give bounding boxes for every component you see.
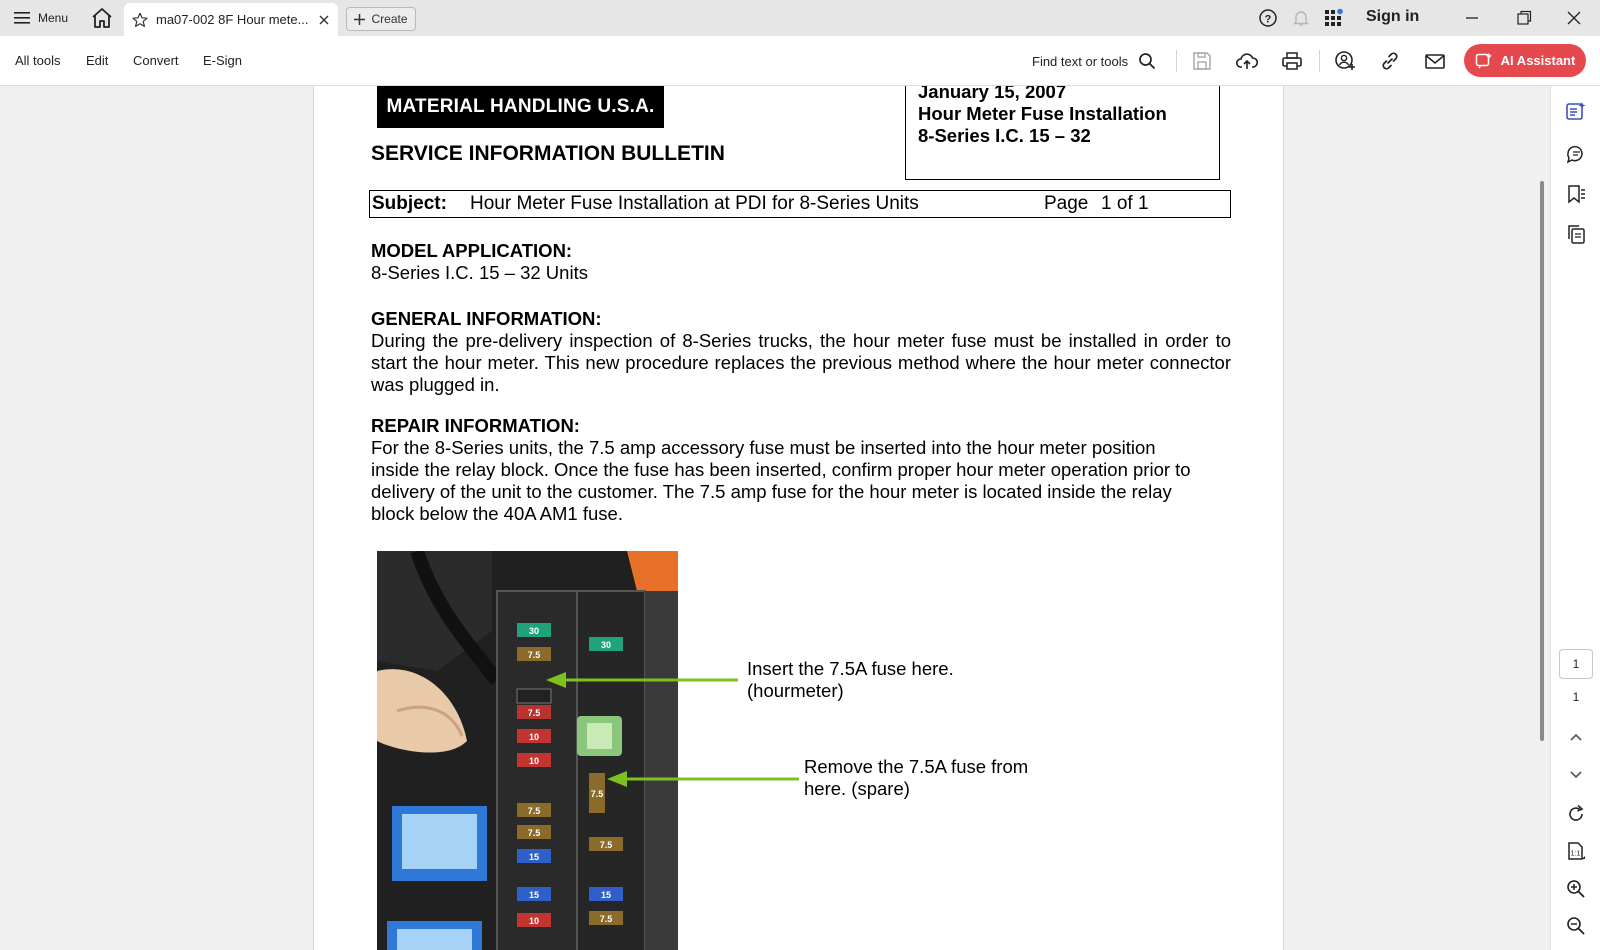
insert-fuse-caption (747, 658, 954, 702)
link-icon[interactable] (1378, 49, 1402, 73)
bulletin-date: January 15, 2007 (918, 86, 1067, 102)
restore-icon[interactable] (1512, 6, 1536, 30)
home-icon[interactable] (90, 7, 114, 29)
bell-icon[interactable] (1291, 8, 1311, 28)
tab-title: ma07-002 8F Hour mete... (156, 12, 309, 27)
minimize-icon[interactable] (1460, 6, 1484, 30)
create-button[interactable] (346, 7, 416, 31)
fuse-label: 7.5 (590, 789, 604, 799)
remove-arrow (603, 770, 803, 790)
cloud-upload-icon[interactable] (1235, 49, 1259, 73)
page-value: 1 of 1 (1101, 193, 1149, 214)
repair-line: block below the 40A AM1 fuse. (371, 503, 623, 524)
toolbar-divider (1319, 50, 1320, 72)
ai-assistant-icon (1475, 52, 1493, 70)
menu-button[interactable] (8, 6, 74, 30)
remove-fuse-caption (804, 756, 1028, 800)
vertical-scrollbar[interactable] (1535, 86, 1550, 950)
repair-line: inside the relay block. Once the fuse has been inserted, confirm proper hour meter operation prior to (371, 459, 1191, 480)
remove-caption-line1: Remove the 7.5A fuse from (804, 756, 1029, 777)
fuse-label: 10 (528, 916, 540, 926)
comment-icon[interactable] (1565, 143, 1587, 165)
model-application-heading: MODEL APPLICATION: (371, 240, 573, 261)
zoom-in-icon[interactable] (1565, 878, 1587, 900)
bulletin-title: SERVICE INFORMATION BULLETIN (371, 142, 725, 165)
company-logo (377, 86, 664, 128)
insert-caption-line1: Insert the 7.5A fuse here. (747, 658, 954, 679)
right-rail (1550, 86, 1600, 950)
close-tab-icon[interactable] (318, 14, 330, 26)
save-icon[interactable] (1190, 49, 1214, 73)
repair-information-text (371, 437, 1241, 525)
fuse-label: 30 (600, 640, 612, 650)
close-window-icon[interactable] (1562, 6, 1586, 30)
search-icon (1138, 52, 1156, 70)
chevron-down-icon[interactable] (1565, 763, 1587, 785)
fuse-label: 7.5 (527, 708, 541, 718)
document-tab[interactable] (124, 3, 338, 36)
rotate-icon[interactable] (1565, 803, 1587, 825)
menu-label: Menu (38, 11, 69, 25)
repair-information-heading: REPAIR INFORMATION: (371, 415, 580, 436)
subject-text: Hour Meter Fuse Installation at PDI for 8-Series Units (470, 193, 919, 214)
bookmarks-icon[interactable] (1565, 183, 1587, 205)
document-viewport[interactable] (0, 86, 1535, 950)
subject-label: Subject: (372, 193, 447, 214)
find-label: Find text or tools (1032, 53, 1129, 69)
current-page-input[interactable]: 1 (1559, 649, 1593, 679)
help-icon[interactable] (1258, 8, 1278, 28)
scrollbar-thumb[interactable] (1540, 181, 1544, 741)
fuse-label: 30 (528, 626, 540, 636)
menu-edit[interactable]: Edit (86, 53, 109, 68)
fuse-label: 10 (528, 756, 540, 766)
fuse-block-illustration (377, 551, 678, 950)
zoom-out-icon[interactable] (1565, 915, 1587, 937)
fuse-label: 7.5 (599, 914, 613, 924)
fuse-label: 7.5 (599, 840, 613, 850)
fuse-label: 7.5 (527, 650, 541, 660)
chevron-up-icon[interactable] (1565, 727, 1587, 749)
remove-caption-line2: here. (spare) (804, 778, 910, 799)
general-information-text: During the pre-delivery inspection of 8-Series trucks, the hour meter fuse must be installed in order to start the hour meter. This new procedure replaces the previous method where the hour meter connector was plugged in. (371, 330, 1231, 395)
sign-in-button[interactable]: Sign in (1366, 8, 1420, 25)
share-user-icon[interactable] (1333, 49, 1357, 73)
fuse-block-photo (377, 551, 678, 950)
svg-text:1:1: 1:1 (1570, 850, 1581, 858)
page-label: Page (1044, 193, 1089, 214)
bulletin-header-title-line2: 8-Series I.C. 15 – 32 (918, 125, 1091, 146)
menu-e-sign[interactable]: E-Sign (203, 53, 243, 68)
star-icon[interactable] (132, 12, 148, 28)
app-toolbar (0, 36, 1600, 86)
fit-page-icon[interactable] (1565, 840, 1587, 862)
insert-arrow (542, 671, 742, 691)
bulletin-header-title-line1: Hour Meter Fuse Installation (918, 103, 1167, 124)
hamburger-icon (14, 11, 30, 25)
plus-icon (354, 14, 365, 25)
repair-line: For the 8-Series units, the 7.5 amp accessory fuse must be inserted into the hour meter position (371, 437, 1156, 458)
bulletin-header-box (905, 86, 1220, 180)
print-icon[interactable] (1280, 49, 1304, 73)
repair-line: delivery of the unit to the customer. The 7.5 amp fuse for the hour meter is located inside the relay (371, 481, 1172, 502)
fuse-label: 7.5 (527, 806, 541, 816)
toolbar-divider (1176, 50, 1177, 72)
apps-grid-icon[interactable] (1324, 8, 1344, 28)
find-text-or-tools[interactable] (1032, 52, 1156, 70)
email-icon[interactable] (1423, 49, 1447, 73)
menu-convert[interactable]: Convert (133, 53, 179, 68)
menu-all-tools[interactable]: All tools (15, 53, 61, 68)
pages-icon[interactable] (1565, 223, 1587, 245)
fuse-label: 10 (528, 732, 540, 742)
logo-text: MATERIAL HANDLING U.S.A. (386, 96, 655, 117)
general-information-heading: GENERAL INFORMATION: (371, 308, 602, 329)
ai-assistant-button[interactable] (1464, 44, 1586, 77)
insert-caption-line2: (hourmeter) (747, 680, 844, 701)
title-bar (0, 0, 1600, 36)
ai-assistant-label: AI Assistant (1500, 53, 1576, 68)
subject-box (369, 190, 1231, 218)
fuse-label: 7.5 (527, 828, 541, 838)
fuse-label: 15 (528, 852, 540, 862)
edit-pdf-icon[interactable] (1565, 100, 1587, 122)
fuse-label: 15 (528, 890, 540, 900)
fuse-label: 15 (600, 890, 612, 900)
create-label: Create (371, 12, 408, 26)
total-pages: 1 (1572, 690, 1580, 704)
model-application-text: 8-Series I.C. 15 – 32 Units (371, 262, 588, 283)
pdf-page (313, 86, 1284, 950)
svg-text:?: ? (1264, 13, 1272, 26)
